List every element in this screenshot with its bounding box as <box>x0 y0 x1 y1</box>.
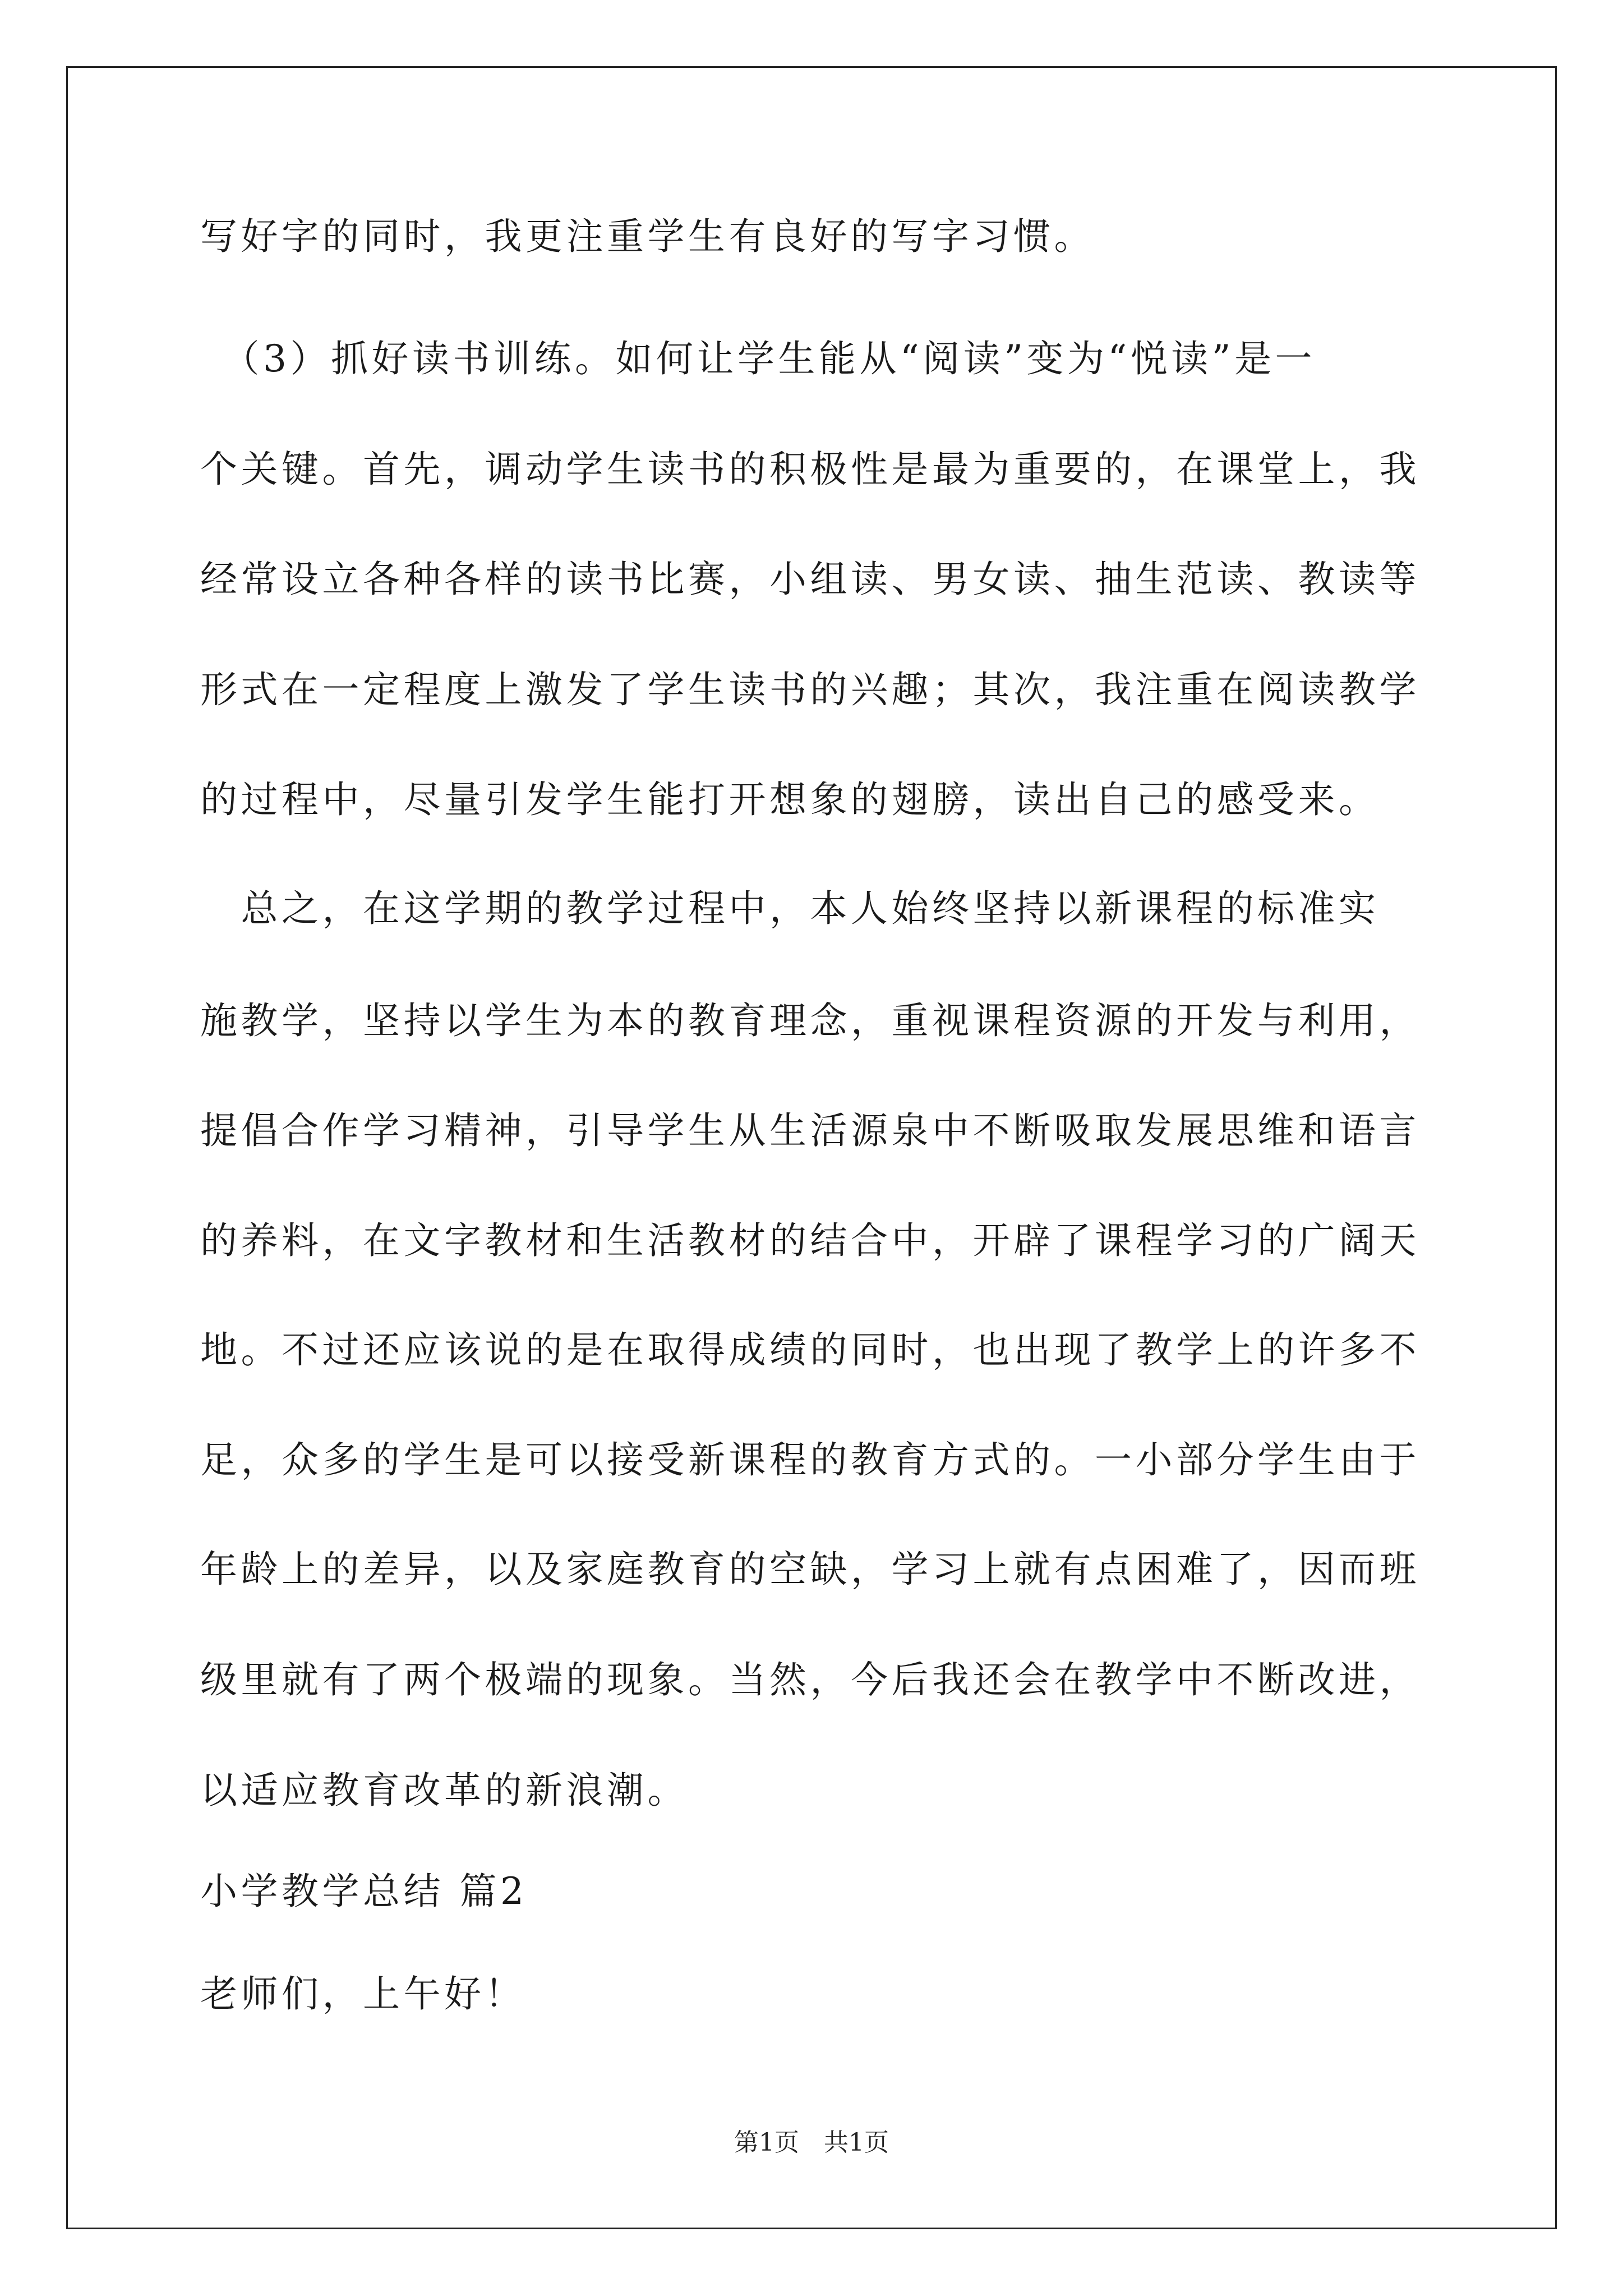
body-text-line: 形式在一定程度上激发了学生读书的兴趣；其次，我注重在阅读教学 <box>200 668 1420 711</box>
body-text-line: 总之，在这学期的教学过程中，本人始终坚持以新课程的标准实 <box>200 887 1380 930</box>
page-footer: 第1页 共1页 <box>734 2128 889 2157</box>
body-text-line: 年龄上的差异，以及家庭教育的空缺，学习上就有点困难了，因而班 <box>200 1548 1420 1591</box>
body-text-line: 地。不过还应该说的是在取得成绩的同时，也出现了教学上的许多不 <box>200 1328 1420 1372</box>
body-text-line: 级里就有了两个极端的现象。当然，今后我还会在教学中不断改进， <box>200 1658 1420 1701</box>
greeting-line: 老师们，上午好！ <box>200 1972 525 2016</box>
body-text-line: 的养料，在文字教材和生活教材的结合中，开辟了课程学习的广阔天 <box>200 1219 1420 1262</box>
body-text-line: （3）抓好读书训练。如何让学生能从“阅读”变为“悦读”是一 <box>200 337 1316 380</box>
section-heading: 小学教学总结 篇2 <box>200 1870 528 1913</box>
body-text-line: 个关键。首先，调动学生读书的积极性是最为重要的，在课堂上，我 <box>200 448 1420 491</box>
body-text-line: 写好字的同时，我更注重学生有良好的写字习惯。 <box>200 215 1095 258</box>
body-text-line: 足，众多的学生是可以接受新课程的教育方式的。一小部分学生由于 <box>200 1438 1420 1481</box>
body-text-line: 施教学，坚持以学生为本的教育理念，重视课程资源的开发与利用， <box>200 999 1420 1042</box>
body-text-line: 提倡合作学习精神，引导学生从生活源泉中不断吸取发展思维和语言 <box>200 1109 1420 1152</box>
body-text-line: 的过程中，尽量引发学生能打开想象的翅膀，读出自己的感受来。 <box>200 778 1380 821</box>
body-text-line: 以适应教育改革的新浪潮。 <box>200 1769 688 1812</box>
body-text-line: 经常设立各种各样的读书比赛，小组读、男女读、抽生范读、教读等 <box>200 558 1420 601</box>
